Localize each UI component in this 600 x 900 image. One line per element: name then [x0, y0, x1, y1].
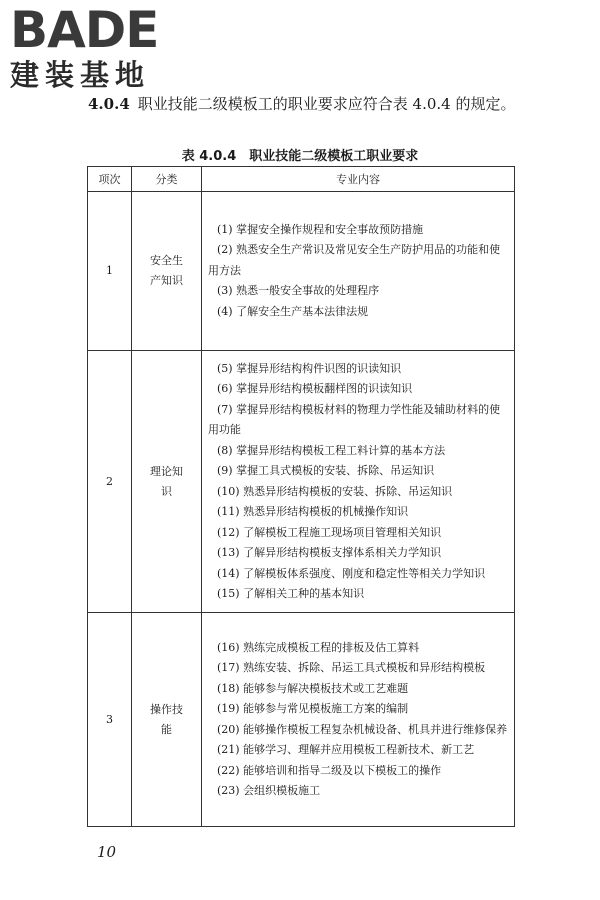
requirement-item: [208, 523, 508, 544]
requirement-item: [208, 740, 508, 761]
requirement-text: (6) 掌握异形结构模板翻样图的识读知识: [217, 382, 413, 395]
requirement-text: (17) 熟练安装、拆除、吊运工具式模板和异形结构模板: [217, 661, 486, 674]
requirement-item: [208, 781, 508, 802]
page-number: 10: [97, 843, 117, 861]
clause-4-0-4: [88, 91, 518, 117]
requirements-table: [87, 166, 515, 827]
row-index: 3: [88, 613, 132, 827]
bade-logo: [10, 1, 180, 92]
clause-text: 职业技能二级模板工的职业要求应符合表 4.0.4 的规定。: [137, 95, 516, 113]
table-header-row: [88, 167, 515, 192]
header-index: 项次: [88, 167, 132, 192]
requirement-item: [208, 658, 508, 679]
requirement-item: [208, 720, 508, 741]
requirement-text: (11) 熟悉异形结构模板的机械操作知识: [217, 505, 409, 518]
requirement-item: [208, 679, 508, 700]
requirement-text: (5) 掌握异形结构构件识图的识读知识: [217, 361, 402, 375]
requirement-item: [208, 584, 508, 605]
requirement-item: [208, 400, 508, 441]
requirement-text: (13) 了解异形结构模板支撑体系相关力学知识: [217, 546, 442, 559]
requirement-text: (14) 了解模板体系强度、刚度和稳定性等相关力学知识: [217, 566, 486, 580]
requirement-text: (3) 熟悉一般安全事故的处理程序: [217, 284, 380, 298]
row-category: 操作技能: [132, 613, 202, 827]
requirement-text: (10) 熟悉异形结构模板的安装、拆除、吊运知识: [217, 484, 453, 498]
row-category: 安全生产知识: [132, 192, 202, 351]
requirement-item: [208, 699, 508, 720]
row-index: 2: [88, 351, 132, 613]
row-category: 理论知识: [132, 351, 202, 613]
requirement-text: (8) 掌握异形结构模板工程工料计算的基本方法: [217, 443, 446, 457]
header-content: 专业内容: [202, 167, 515, 192]
requirement-item: [208, 302, 508, 323]
requirement-item: [208, 461, 508, 482]
requirement-item: [208, 761, 508, 782]
row-content: [202, 351, 515, 613]
requirement-text: (1) 掌握安全操作规程和安全事故预防措施: [217, 222, 424, 236]
table-row: [88, 613, 515, 827]
requirement-item: [208, 359, 508, 380]
requirement-item: [208, 220, 508, 241]
requirement-item: [208, 564, 508, 585]
logo-wordmark: BADE: [10, 1, 159, 59]
table-row: [88, 192, 515, 351]
logo-chinese-name: 建装基地: [10, 58, 151, 92]
requirement-text: (15) 了解相关工种的基本知识: [217, 587, 365, 600]
requirement-text: (7) 掌握异形结构模板材料的物理力学性能及辅助材料的使用功能: [208, 402, 501, 436]
requirement-item: [208, 240, 508, 281]
requirement-text: (19) 能够参与常见模板施工方案的编制: [217, 702, 409, 715]
requirement-text: (2) 熟悉安全生产常识及常见安全生产防护用品的功能和使用方法: [208, 243, 501, 277]
requirement-item: [208, 441, 508, 462]
requirement-item: [208, 482, 508, 503]
requirement-text: (20) 能够操作模板工程复杂机械设备、机具并进行维修保养: [217, 722, 508, 736]
row-index: 1: [88, 192, 132, 351]
requirement-item: [208, 543, 508, 564]
requirement-item: [208, 379, 508, 400]
requirement-text: (4) 了解安全生产基本法律法规: [217, 304, 369, 318]
header-category: 分类: [132, 167, 202, 192]
requirement-text: (18) 能够参与解决模板技术或工艺难题: [217, 681, 409, 695]
requirement-item: [208, 502, 508, 523]
requirement-text: (22) 能够培训和指导二级及以下模板工的操作: [217, 763, 442, 777]
requirement-text: (21) 能够学习、理解并应用模板工程新技术、新工艺: [217, 743, 475, 756]
row-content: [202, 192, 515, 351]
row-content: [202, 613, 515, 827]
table-row: [88, 351, 515, 613]
requirement-text: (23) 会组织模板施工: [217, 784, 321, 797]
requirement-text: (9) 掌握工具式模板的安装、拆除、吊运知识: [217, 464, 435, 477]
requirement-text: (12) 了解模板工程施工现场项目管理相关知识: [217, 525, 442, 539]
requirement-item: [208, 638, 508, 659]
clause-number: 4.0.4: [88, 95, 130, 113]
requirement-item: [208, 281, 508, 302]
requirement-text: (16) 熟练完成模板工程的排板及估工算料: [217, 640, 420, 654]
table-caption: 表 4.0.4 职业技能二级模板工职业要求: [181, 149, 419, 164]
